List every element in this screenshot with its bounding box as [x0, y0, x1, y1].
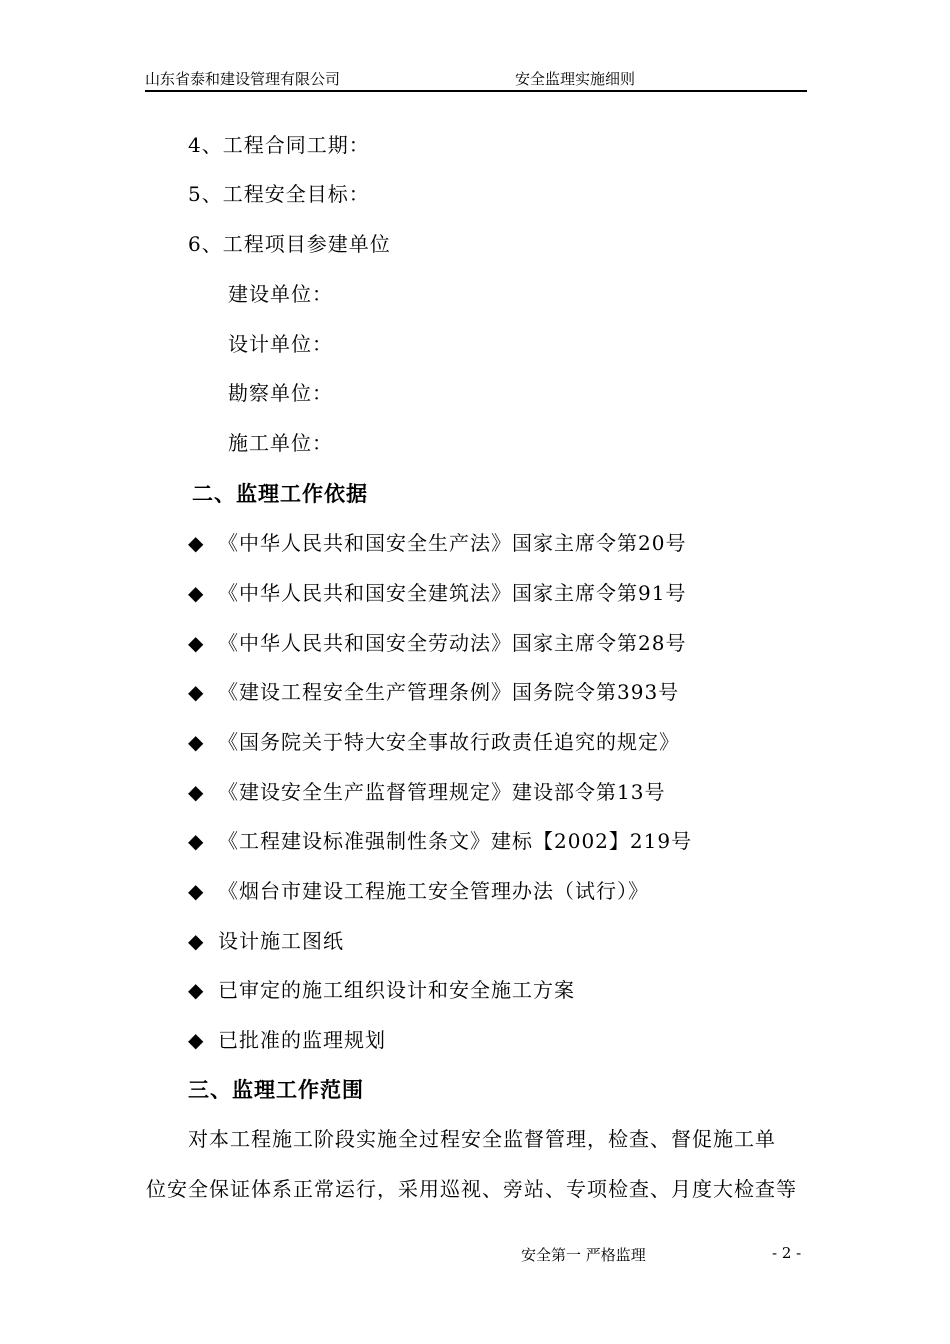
unit-contractor: 施工单位：: [228, 431, 333, 455]
project-item-safety-goal: 5、工程安全目标：: [188, 182, 370, 206]
basis-item: ◆ 《建设安全生产监督管理规定》建设部令第13号: [188, 780, 666, 804]
diamond-bullet-icon: ◆: [188, 581, 205, 605]
diamond-bullet-icon: ◆: [188, 780, 205, 804]
project-item-duration: 4、工程合同工期：: [188, 133, 370, 157]
unit-survey: 勘察单位：: [228, 381, 333, 405]
basis-item: ◆ 《中华人民共和国安全建筑法》国家主席令第91号: [188, 581, 687, 605]
diamond-bullet-icon: ◆: [188, 730, 205, 754]
diamond-bullet-icon: ◆: [188, 929, 205, 953]
basis-item: ◆ 已审定的施工组织设计和安全施工方案: [188, 978, 575, 1002]
diamond-bullet-icon: ◆: [188, 978, 205, 1002]
basis-item: ◆ 设计施工图纸: [188, 929, 344, 953]
scope-paragraph-line-1: 对本工程施工阶段实施全过程安全监督管理，检查、督促施工单: [188, 1127, 776, 1151]
basis-item: ◆ 已批准的监理规划: [188, 1028, 386, 1052]
diamond-bullet-icon: ◆: [188, 1028, 205, 1052]
page-number: - 2 -: [772, 1244, 802, 1262]
diamond-bullet-icon: ◆: [188, 829, 205, 853]
footer-slogan: 安全第一 严格监理: [521, 1246, 646, 1264]
diamond-bullet-icon: ◆: [188, 879, 205, 903]
project-item-participants: 6、工程项目参建单位: [188, 232, 391, 256]
header-company: 山东省泰和建设管理有限公司: [145, 70, 341, 88]
basis-item: ◆ 《建设工程安全生产管理条例》国务院令第393号: [188, 680, 680, 704]
diamond-bullet-icon: ◆: [188, 680, 205, 704]
basis-item: ◆ 《工程建设标准强制性条文》建标【2002】219号: [188, 829, 693, 853]
unit-construction-owner: 建设单位：: [228, 282, 333, 306]
diamond-bullet-icon: ◆: [188, 531, 205, 555]
basis-item: ◆ 《国务院关于特大安全事故行政责任追究的规定》: [188, 730, 680, 754]
page-header: [145, 68, 807, 92]
section-2-title: 二、监理工作依据: [192, 482, 368, 506]
diamond-bullet-icon: ◆: [188, 631, 205, 655]
section-3-title: 三、监理工作范围: [188, 1078, 364, 1102]
basis-item: ◆ 《中华人民共和国安全生产法》国家主席令第20号: [188, 531, 687, 555]
basis-item: ◆ 《中华人民共和国安全劳动法》国家主席令第28号: [188, 631, 687, 655]
unit-design: 设计单位：: [228, 332, 333, 356]
header-doc-title: 安全监理实施细则: [515, 70, 636, 88]
basis-item: ◆ 《烟台市建设工程施工安全管理办法（试行）》: [188, 879, 649, 903]
scope-paragraph-line-2: 位安全保证体系正常运行，采用巡视、旁站、专项检查、月度大检查等: [146, 1177, 797, 1201]
